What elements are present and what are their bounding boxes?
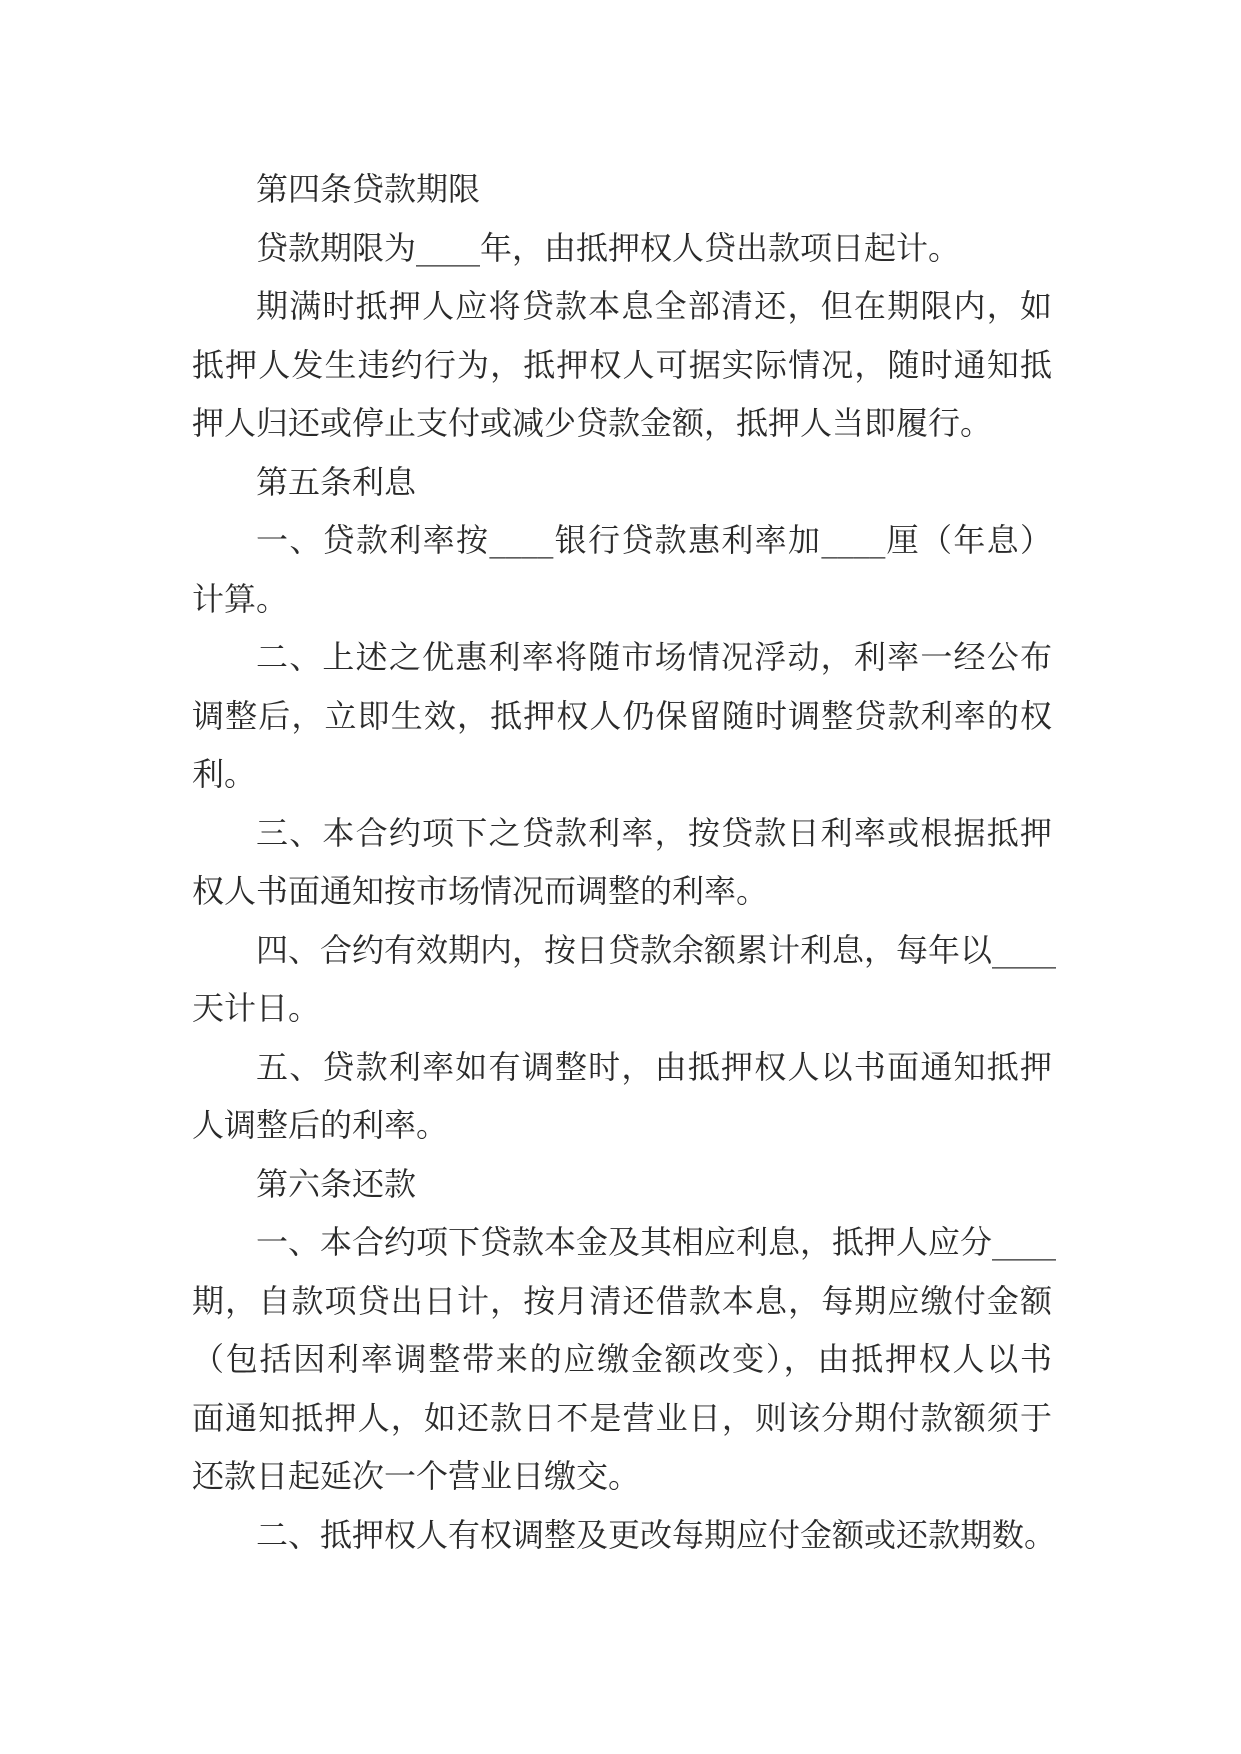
paragraph-line: 面通知抵押人，如还款日不是营业日，则该分期付款额须于 (192, 1398, 1052, 1437)
paragraph-line: 二、抵押权人有权调整及更改每期应付金额或还款期数。 (256, 1515, 1057, 1554)
paragraph-line: 天计日。 (192, 989, 321, 1027)
paragraph-line: 一、本合约项下贷款本金及其相应利息，抵押人应分____ (256, 1223, 1057, 1261)
paragraph-line: 期，自款项贷出日计，按月清还借款本息，每期应缴付金额 (192, 1281, 1052, 1320)
paragraph-line: 三、本合约项下之贷款利率，按贷款日利率或根据抵押 (256, 813, 1052, 852)
paragraph-line: 计算。 (192, 579, 289, 618)
paragraph-line: 人调整后的利率。 (192, 1106, 449, 1144)
paragraph-line: 一、贷款利率按____银行贷款惠利率加____厘（年息） (256, 521, 1052, 559)
paragraph-line: 权人书面通知按市场情况而调整的利率。 (192, 872, 769, 910)
paragraph-line: 抵押人发生违约行为，抵押权人可据实际情况，随时通知抵 (192, 345, 1052, 384)
paragraph-line: 押人归还或停止支付或减少贷款金额，抵押人当即履行。 (192, 404, 993, 442)
document-page (192, 160, 1057, 1564)
paragraph-line: 二、上述之优惠利率将随市场情况浮动，利率一经公布 (256, 638, 1052, 676)
paragraph-line: 五、贷款利率如有调整时，由抵押权人以书面通知抵押 (256, 1047, 1052, 1086)
article-4-heading: 第四条贷款期限 (256, 170, 481, 208)
paragraph-line: 还款日起延次一个营业日缴交。 (192, 1457, 641, 1495)
article-6-heading: 第六条还款 (256, 1164, 417, 1203)
paragraph-line: 利。 (192, 755, 257, 793)
article-5-heading: 第五条利息 (256, 462, 417, 501)
paragraph-line: 调整后，立即生效，抵押权人仍保留随时调整贷款利率的权 (192, 696, 1052, 735)
paragraph-line: 贷款期限为____年，由抵押权人贷出款项日起计。 (256, 228, 961, 267)
paragraph-line: 四、合约有效期内，按日贷款余额累计利息，每年以____ (256, 930, 1057, 969)
paragraph-line: （包括因利率调整带来的应缴金额改变），由抵押权人以书 (192, 1340, 1052, 1378)
paragraph-line: 期满时抵押人应将贷款本息全部清还，但在期限内，如 (256, 287, 1052, 325)
